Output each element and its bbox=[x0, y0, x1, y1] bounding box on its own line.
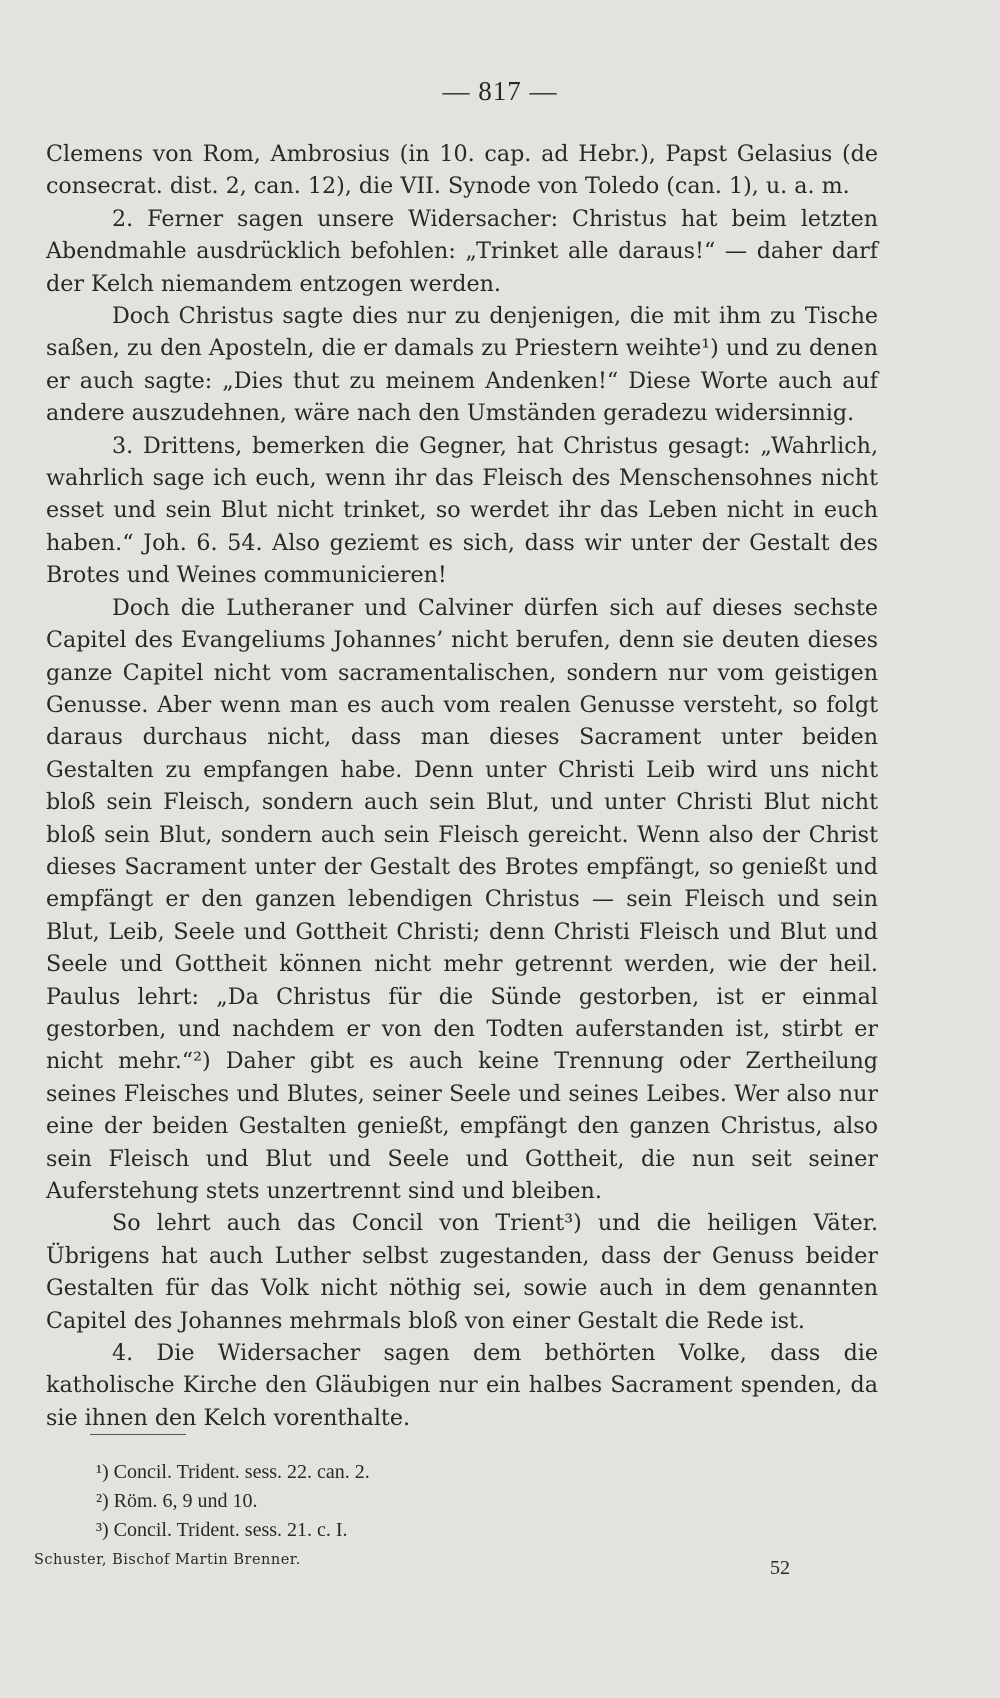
footnote-2: ²) Röm. 6, 9 und 10. bbox=[96, 1490, 258, 1512]
paragraph-3: Doch Christus sagte dies nur zu denjenigen, die mit ihm zu Tische saßen, zu den Aposteln, die er damals zu Priestern weihte¹) und zu denen er auch sagte: „Dies thut zu meinem Andenken!“ Diese Worte auch auf andere auszudehnen, wäre nach den Umständen geradezu widersinnig. bbox=[46, 303, 878, 427]
paragraph-7: 4. Die Widersacher sagen dem bethörten Volke, dass die katholische Kirche den Gläubigen nur ein halbes Sacrament spenden, da sie ihnen den Kelch vorenthalte. bbox=[46, 1340, 878, 1431]
printer-signature: Schuster, Bischof Martin Brenner. bbox=[34, 1552, 301, 1568]
footnote-3: ³) Concil. Trident. sess. 21. c. I. bbox=[96, 1519, 348, 1541]
paragraph-4: 3. Drittens, bemerken die Gegner, hat Christus gesagt: „Wahrlich, wahrlich sage ich euch, wenn ihr das Fleisch des Menschensohnes nicht esset und sein Blut nicht trinket, so werdet ihr das Leben nicht in euch haben.“ Joh. 6. 54. Also geziemt es sich, dass wir unter der Gestalt des Brotes und Weines communicieren! bbox=[46, 432, 878, 589]
sheet-number: 52 bbox=[770, 1557, 790, 1579]
paragraph-1: Clemens von Rom, Ambrosius (in 10. cap. ad Hebr.), Papst Gelasius (de consecrat. dist. 2, can. 12), die VII. Synode von Toledo (can. 1), u. a. m. bbox=[46, 141, 878, 200]
paragraph-6: So lehrt auch das Concil von Trient³) und die heiligen Väter. Übrigens hat auch Luther selbst zugestanden, dass der Genuss beider Gestalten für das Volk nicht nöthig sei, sowie auch in dem genannten Capitel des Johannes mehrmals bloß von einer Gestalt die Rede ist. bbox=[46, 1210, 878, 1334]
paragraph-5: Doch die Lutheraner und Calviner dürfen sich auf dieses sechste Capitel des Evangeliums Johannes’ nicht berufen, denn sie deuten dieses ganze Capitel nicht vom sacramentalischen, sondern nur vom geistigen Genusse. Aber wenn man es auch vom realen Genusse versteht, so folgt daraus durchaus nicht, dass man dieses Sacrament unter beiden Gestalten zu empfangen habe. Denn unter Christi Leib wird uns nicht bloß sein Fleisch, sondern auch sein Blut, und unter Christi Blut nicht bloß sein Blut, sondern auch sein Fleisch gereicht. Wenn also der Christ dieses Sacrament unter der Gestalt des Brotes empfängt, so genießt und empfängt er den ganzen lebendigen Christus — sein Fleisch und sein Blut, Leib, Seele und Gottheit Christi; denn Christi Fleisch und Blut und Seele und Gottheit können nicht mehr getrennt werden, wie der heil. Paulus lehrt: „Da Christus für die Sünde gestorben, ist er einmal gestorben, und nachdem er von den Todten auferstanden ist, stirbt er nicht mehr.“²) Daher gibt es auch keine Trennung oder Zertheilung seines Fleisches und Blutes, seiner Seele und seines Leibes. Wer also nur eine der beiden Gestalten genießt, empfängt den ganzen Christus, also sein Fleisch und Blut und Seele und Gottheit, die nun seit seiner Auferstehung stets unzertrennt sind und bleiben. bbox=[46, 594, 878, 1204]
footnote-1: ¹) Concil. Trident. sess. 22. can. 2. bbox=[96, 1461, 370, 1483]
footnote-divider bbox=[90, 1434, 186, 1435]
paragraph-2: 2. Ferner sagen unsere Widersacher: Christus hat beim letzten Abendmahle ausdrücklich befohlen: „Trinket alle daraus!“ — daher darf der Kelch niemandem entzogen werden. bbox=[46, 205, 878, 297]
body-text bbox=[46, 138, 878, 1434]
footnotes bbox=[96, 1458, 370, 1545]
page-number: — 817 — bbox=[442, 76, 558, 106]
